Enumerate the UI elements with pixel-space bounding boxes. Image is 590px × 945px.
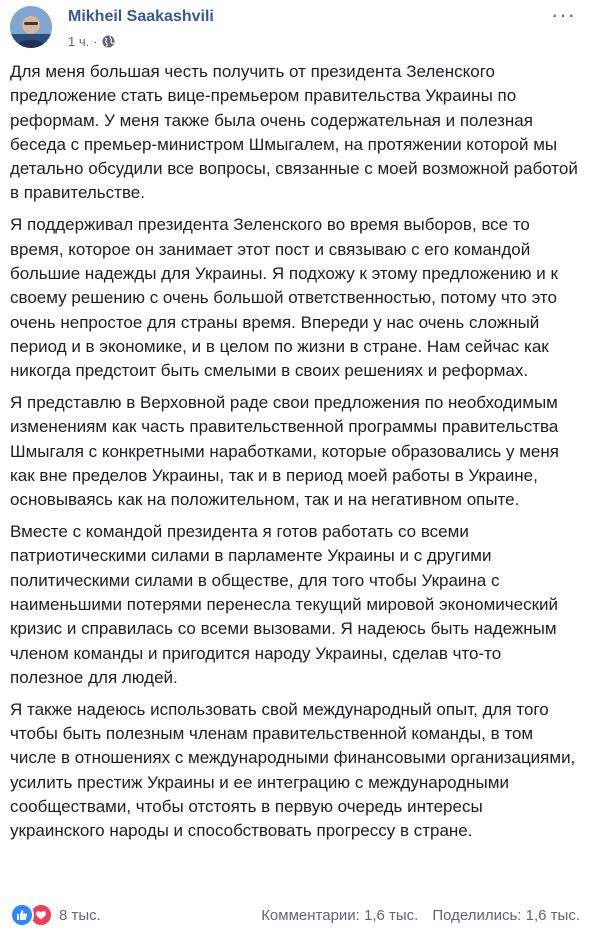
more-options-icon[interactable]: ···	[551, 2, 576, 27]
post-time[interactable]: 1 ч.	[68, 34, 90, 49]
post-paragraph-4: Вместе с командой президента я готов работать со всеми патриотическими силами в парламенте Украины и с другими политическими силами в обществе, для того чтобы Украина с наименьшими потерями перенесла текущий мировой экономический кризис и справилась со всеми вызовами. Я надеюсь быть надежным членом команды и пригодится народу Украины, сделав что-то полезное для людей.	[10, 522, 559, 687]
post-header	[10, 2, 580, 49]
avatar-photo-icon	[10, 6, 52, 48]
post-paragraph-2: Я поддерживал президента Зеленского во время выборов, все то время, которое он занимает этот пост и связываю с его командой большие надежды для Украины. Я подхожу к этому предложению и к своему решению с очень большой ответственностью, потому что это очень непростое для страны время. Впереди у нас очень сложный период и в экономике, и в целом по жизни в стране. Нам сейчас как никогда предстоит быть смелыми в своих решениях и реформах.	[10, 215, 558, 381]
like-icon	[10, 903, 34, 927]
shares-count-link[interactable]: Поделились: 1,6 тыс.	[432, 906, 580, 924]
post-paragraph-3: Я представлю в Верховной раде свои предложения по необходимым изменениям как часть правительственной программы правительства Шмыгаля с конкретными наработками, которые образовались у меня как вне пределов Украины, так и в период моей работы в Украине, основываясь как на положительном, так и на негативном опыте.	[10, 393, 559, 510]
author-name[interactable]: Mikheil Saakashvili	[68, 8, 214, 25]
post-paragraph-5: Я также надеюсь использовать свой международный опыт, для того чтобы быть полезным членам правительственной команды, в том числе в отношениях с международными финансовыми организациями, усилить престиж Украины и ее интеграцию с международными сообществами, чтобы отстоять в первую очередь интересы украинского народы и способствовать прогрессу в стране.	[10, 699, 576, 841]
post-stats	[261, 907, 580, 924]
post-paragraph-1: Для меня большая честь получить от президента Зеленского предложение стать вице-премьером правительства Украины по реформам. У меня также была очень содержательная и полезная беседа с премьер-министром Шмыгалем, на протяжении которой мы детально обсудили все вопросы, связанные с моей возможной работой в правительстве.	[10, 62, 578, 203]
reactions-count: 8 тыс.	[59, 906, 101, 924]
post-meta	[68, 34, 115, 49]
reactions-summary[interactable]	[10, 903, 101, 927]
meta-separator: ·	[93, 34, 98, 49]
globe-icon	[102, 35, 115, 48]
author-avatar[interactable]	[10, 6, 52, 48]
post-text	[10, 60, 578, 851]
comments-count-link[interactable]: Комментарии: 1,6 тыс.	[261, 906, 419, 924]
post-footer	[10, 902, 580, 928]
